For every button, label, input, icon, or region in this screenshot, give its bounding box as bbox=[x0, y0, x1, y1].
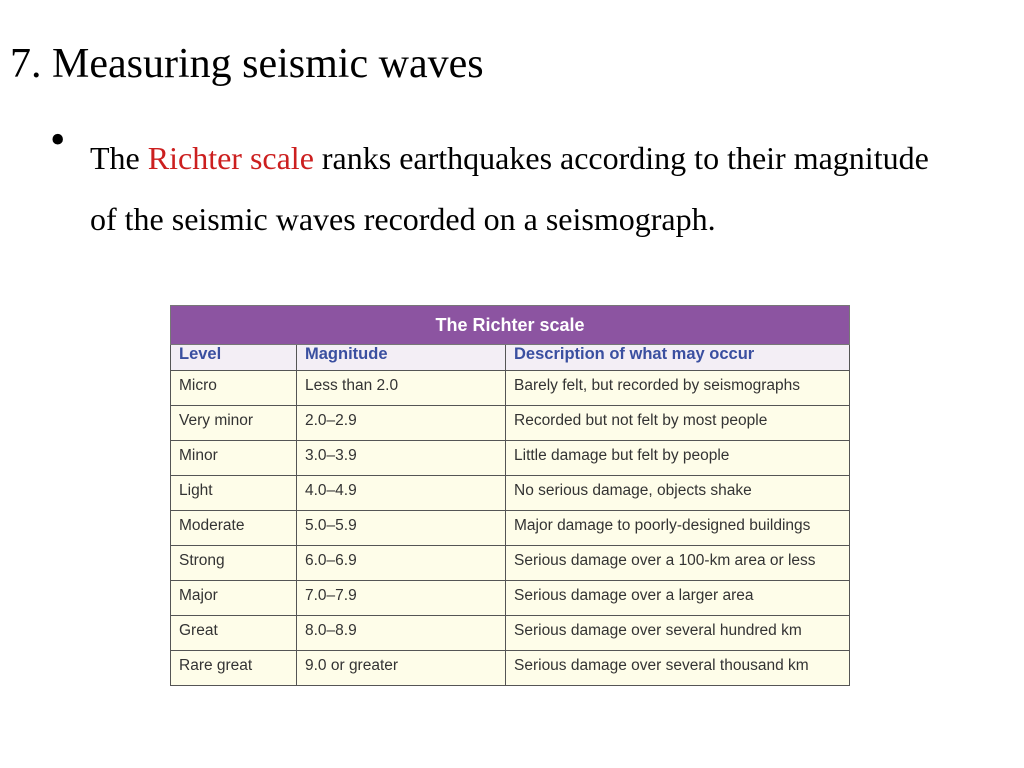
text-before: The bbox=[90, 140, 148, 176]
table-row bbox=[171, 406, 850, 441]
header-magnitude: Magnitude bbox=[297, 345, 506, 371]
cell-description: Major damage to poorly-designed buildings bbox=[506, 511, 850, 546]
cell-description: Barely felt, but recorded by seismographs bbox=[506, 371, 850, 406]
slide-title: 7. Measuring seismic waves bbox=[10, 41, 484, 87]
cell-description: Serious damage over several hundred km bbox=[506, 616, 850, 651]
cell-description: No serious damage, objects shake bbox=[506, 476, 850, 511]
cell-level: Very minor bbox=[171, 406, 297, 441]
table-row bbox=[171, 581, 850, 616]
richter-scale-table bbox=[170, 305, 850, 686]
cell-level: Great bbox=[171, 616, 297, 651]
cell-magnitude: 6.0–6.9 bbox=[297, 546, 506, 581]
cell-description: Serious damage over a larger area bbox=[506, 581, 850, 616]
table-row bbox=[171, 651, 850, 686]
cell-magnitude: 3.0–3.9 bbox=[297, 441, 506, 476]
cell-level: Moderate bbox=[171, 511, 297, 546]
table-row bbox=[171, 546, 850, 581]
table-row bbox=[171, 511, 850, 546]
table-row bbox=[171, 441, 850, 476]
cell-magnitude: 5.0–5.9 bbox=[297, 511, 506, 546]
table-row bbox=[171, 616, 850, 651]
cell-magnitude: 9.0 or greater bbox=[297, 651, 506, 686]
cell-level: Light bbox=[171, 476, 297, 511]
cell-level: Micro bbox=[171, 371, 297, 406]
highlight-term: Richter scale bbox=[147, 140, 314, 176]
table-row bbox=[171, 476, 850, 511]
cell-level: Rare great bbox=[171, 651, 297, 686]
cell-description: Serious damage over several thousand km bbox=[506, 651, 850, 686]
cell-magnitude: 4.0–4.9 bbox=[297, 476, 506, 511]
cell-magnitude: 7.0–7.9 bbox=[297, 581, 506, 616]
cell-magnitude: 2.0–2.9 bbox=[297, 406, 506, 441]
cell-description: Recorded but not felt by most people bbox=[506, 406, 850, 441]
table-header-row bbox=[171, 345, 850, 371]
cell-description: Little damage but felt by people bbox=[506, 441, 850, 476]
header-level: Level bbox=[171, 345, 297, 371]
cell-level: Minor bbox=[171, 441, 297, 476]
cell-magnitude: 8.0–8.9 bbox=[297, 616, 506, 651]
header-description: Description of what may occur bbox=[506, 345, 850, 371]
cell-level: Strong bbox=[171, 546, 297, 581]
bullet-text bbox=[90, 128, 950, 250]
cell-magnitude: Less than 2.0 bbox=[297, 371, 506, 406]
cell-level: Major bbox=[171, 581, 297, 616]
cell-description: Serious damage over a 100-km area or less bbox=[506, 546, 850, 581]
table-caption: The Richter scale bbox=[171, 306, 850, 345]
text-after: ranks earthquakes according to their magnitude of the seismic waves recorded on a seismograph. bbox=[90, 140, 929, 237]
bullet-icon: • bbox=[50, 115, 66, 164]
table-row bbox=[171, 371, 850, 406]
